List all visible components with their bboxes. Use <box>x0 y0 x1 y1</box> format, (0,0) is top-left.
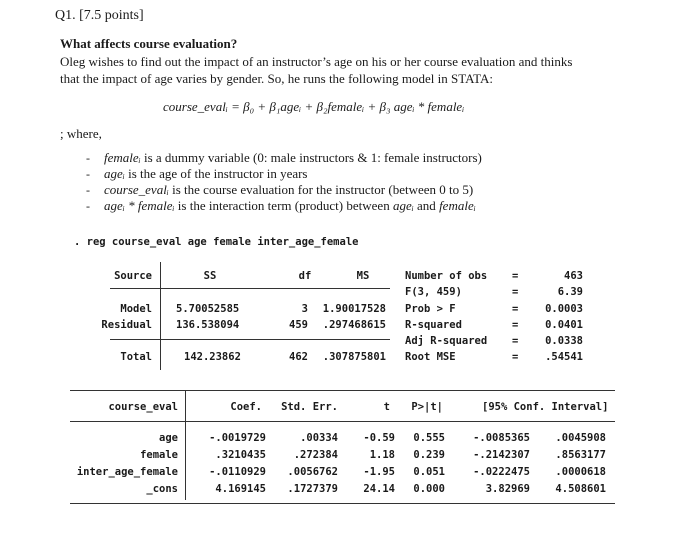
coef-ci-low: -.2142307 <box>473 449 530 461</box>
coef-se: .00334 <box>300 432 338 444</box>
coef-bottom-rule <box>70 503 615 504</box>
term-course-eval: course_evalᵢ <box>104 182 169 197</box>
coef-value: -.0110929 <box>209 466 266 478</box>
stat-equals: = <box>512 335 519 347</box>
definition-course-eval-text: is the course evaluation for the instructor (between 0 to 5) <box>168 182 474 197</box>
coef-var: inter_age_female <box>76 466 178 478</box>
stat-equals: = <box>512 303 519 315</box>
coef-p: 0.555 <box>413 432 445 444</box>
coef-ci-low: -.0222475 <box>473 466 530 478</box>
anova-residual-source: Residual <box>101 319 152 331</box>
coef-header-t: t <box>383 401 390 413</box>
stat-value: 0.0401 <box>545 319 583 331</box>
coef-p: 0.239 <box>413 449 445 461</box>
coef-ci-high: .0000618 <box>555 466 606 478</box>
intro-line-2: that the impact of age varies by gender. So, he runs the following model in STATA: <box>60 71 493 86</box>
question-header: Q1. [7.5 points] <box>55 8 144 23</box>
anova-model-ms: 1.90017528 <box>322 303 386 315</box>
stat-equals: = <box>512 319 519 331</box>
definition-age-text: is the age of the instructor in years <box>124 166 308 181</box>
anova-total-rule <box>110 339 390 340</box>
term-age-ref: ageᵢ <box>392 198 414 213</box>
anova-residual-ms: .297468615 <box>322 319 386 331</box>
anova-header-ss: SS <box>203 270 217 282</box>
term-female: femaleᵢ <box>104 150 141 165</box>
coef-t: -0.59 <box>363 432 395 444</box>
definition-interaction-and: and <box>413 198 440 213</box>
coef-divider <box>185 390 186 500</box>
coef-ci-high: 4.508601 <box>555 483 606 495</box>
coef-header-se: Std. Err. <box>281 401 338 413</box>
coef-header-rule <box>70 421 615 422</box>
anova-model-df: 3 <box>301 303 308 315</box>
stat-equals: = <box>512 286 519 298</box>
term-age: ageᵢ <box>104 166 125 181</box>
anova-total-ms: .307875801 <box>322 351 386 363</box>
stat-label: Prob > F <box>405 303 456 315</box>
stat-value: .54541 <box>545 351 583 363</box>
definition-age <box>104 166 308 182</box>
intro-line-1: Oleg wishes to find out the impact of an instructor’s age on his or her course evaluation and thinks <box>60 54 573 69</box>
definition-female-text: is a dummy variable (0: male instructors & 1: female instructors) <box>140 150 482 165</box>
anova-divider <box>160 262 161 370</box>
stat-label: Number of obs <box>405 270 488 282</box>
bullet-dash: - <box>86 167 90 181</box>
bullet-dash: - <box>86 183 90 197</box>
coef-t: 24.14 <box>363 483 395 495</box>
coef-p: 0.000 <box>413 483 445 495</box>
coef-se: .272384 <box>293 449 338 461</box>
coef-t: -1.95 <box>363 466 395 478</box>
model-equation: course_evalᵢ = β₀ + β₁ageᵢ + β₂femaleᵢ + β₃ ageᵢ * femaleᵢ <box>163 99 465 114</box>
coef-ci-low: 3.82969 <box>485 483 530 495</box>
anova-header-source: Source <box>114 270 152 282</box>
coef-var: female <box>140 449 178 461</box>
anova-model-source: Model <box>120 303 152 315</box>
coef-p: 0.051 <box>413 466 445 478</box>
anova-model-ss: 5.70052585 <box>176 303 240 315</box>
coef-se: .1727379 <box>287 483 338 495</box>
coef-value: -.0019729 <box>209 432 266 444</box>
anova-total-ss: 142.23862 <box>184 351 241 363</box>
anova-residual-df: 459 <box>289 319 308 331</box>
anova-total-source: Total <box>120 351 152 363</box>
definition-course-eval <box>104 182 473 198</box>
anova-total-df: 462 <box>289 351 308 363</box>
definition-female <box>104 150 482 166</box>
where-label: ; where, <box>60 126 102 141</box>
bullet-dash: - <box>86 151 90 165</box>
stat-equals: = <box>512 351 519 363</box>
question-title: What affects course evaluation? <box>60 36 238 51</box>
stat-label: Adj R-squared <box>405 335 488 347</box>
term-female-ref: femaleᵢ <box>439 198 476 213</box>
coef-top-rule <box>70 390 615 391</box>
stata-command: . reg course_eval age female inter_age_female <box>74 236 359 248</box>
coef-value: 4.169145 <box>215 483 266 495</box>
term-interaction: ageᵢ * femaleᵢ <box>104 198 175 213</box>
coef-value: .3210435 <box>215 449 266 461</box>
anova-header-ms: MS <box>356 270 370 282</box>
stat-value: 0.0338 <box>545 335 583 347</box>
bullet-dash: - <box>86 199 90 213</box>
stat-value: 6.39 <box>557 286 583 298</box>
coef-header-ci: [95% Conf. Interval] <box>482 401 609 413</box>
coef-se: .0056762 <box>287 466 338 478</box>
coef-ci-low: -.0085365 <box>473 432 530 444</box>
coef-header-coef: Coef. <box>230 401 262 413</box>
coef-ci-high: .0045908 <box>555 432 606 444</box>
coef-header-var: course_eval <box>108 401 178 413</box>
anova-header-df: df <box>298 270 312 282</box>
stat-label: Root MSE <box>405 351 456 363</box>
definition-interaction-text: is the interaction term (product) between <box>174 198 393 213</box>
coef-header-p: P>|t| <box>411 401 443 413</box>
anova-header-rule <box>110 288 390 289</box>
anova-residual-ss: 136.538094 <box>176 319 240 331</box>
stat-label: R-squared <box>405 319 462 331</box>
stat-label: F(3, 459) <box>405 286 462 298</box>
coef-ci-high: .8563177 <box>555 449 606 461</box>
coef-var: _cons <box>146 483 178 495</box>
definition-interaction <box>104 198 476 214</box>
stat-value: 0.0003 <box>545 303 583 315</box>
stat-value: 463 <box>564 270 583 282</box>
coef-var: age <box>159 432 178 444</box>
coef-t: 1.18 <box>369 449 395 461</box>
stat-equals: = <box>512 270 519 282</box>
